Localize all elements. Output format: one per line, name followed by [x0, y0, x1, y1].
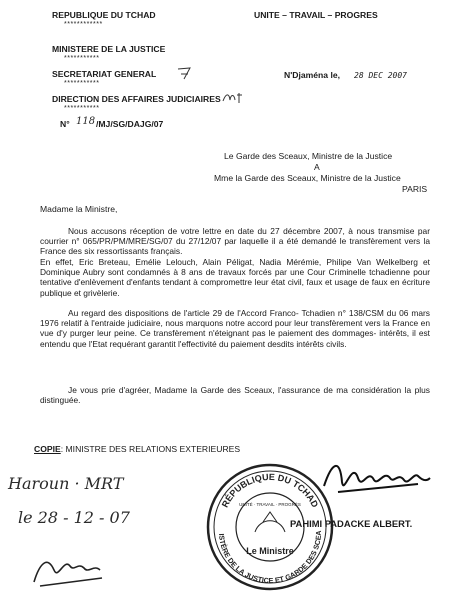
recipient-line: Mme la Garde des Sceaux, Ministre de la Justice — [214, 173, 401, 183]
paragraph-2-text: En effet, Eric Breteau, Emélie Lelouch, Alain Péligat, Nadia Mérémie, Philipe Van Welkelberg et Dominique Aubry sont condamnés à 8 ans de travaux forcés par une Cour Criminelle tchadienne pour tentative d'enlèvement d'enfants tendant à compromettre leur état civil, faux et usage de faux en écriture publique et grivèlerie. — [40, 257, 430, 298]
handwritten-note-recipient: Haroun · MRT — [8, 474, 124, 493]
svg-text:MINISTÈRE DE LA JUSTICE ET GAR: MINISTÈRE DE LA JUSTICE ET GARDE DES SCEAUX — [202, 455, 324, 586]
paragraph-3 — [40, 308, 430, 349]
ref-prefix: N° — [60, 119, 70, 129]
recipient-city: PARIS — [402, 184, 428, 194]
handwritten-note-date: le 28 - 12 - 07 — [18, 508, 130, 527]
svg-text:RÉPUBLIQUE DU TCHAD: RÉPUBLIQUE DU TCHAD — [219, 471, 321, 510]
header-stars-2: *********** — [64, 55, 100, 62]
signatory-name: PAHIMI PADACKE ALBERT. — [290, 518, 413, 529]
header-place: N'Djaména le, — [284, 70, 341, 80]
paragraph-4 — [40, 385, 430, 405]
sender-line: Le Garde des Sceaux, Ministre de la Justice — [224, 151, 393, 161]
copy-label: COPIE — [34, 444, 61, 454]
svg-text:UNITÉ · TRAVAIL · PROGRÈS: UNITÉ · TRAVAIL · PROGRÈS — [239, 502, 301, 507]
header-ministry: MINISTERE DE LA JUSTICE — [52, 44, 166, 54]
paragraph-3-text: Au regard des dispositions de l'article 29 de l'Accord Franco- Tchadien n° 138/CSM du 06 mars 1976 relatif à l'entraide judiciaire, nous marquons notre accord pour leur transfèrement vers la France en vue d'y purger leur peine. Ce transfèrement n'éteignant pas le paiement des dommages- intérêts, il est entendu que l'Etat requérant garantit l'effectivité du paiement desdits intérêts civils. — [40, 308, 430, 349]
paragraph-2 — [40, 257, 430, 298]
header-motto: UNITE – TRAVAIL – PROGRES — [254, 10, 378, 20]
paragraph-4-text: Je vous prie d'agréer, Madame la Garde des Sceaux, l'assurance de ma considération la plus distinguée. — [40, 385, 430, 406]
salutation: Madame la Ministre, — [40, 204, 118, 214]
recipient-a: A — [314, 162, 320, 172]
header-stars-1: ************ — [64, 21, 103, 28]
date-stamp: 28 DEC 2007 — [354, 71, 407, 80]
paragraph-1 — [40, 226, 430, 257]
header-direction: DIRECTION DES AFFAIRES JUDICIAIRES — [52, 94, 221, 104]
svg-text:Le Ministre: Le Ministre — [246, 546, 294, 556]
header-stars-3: *********** — [64, 80, 100, 87]
handwritten-mark-direction — [222, 91, 244, 105]
header-stars-4: *********** — [64, 105, 100, 112]
copy-text: : MINISTRE DES RELATIONS EXTERIEURES — [60, 444, 241, 454]
copy-line — [34, 444, 240, 454]
ref-number-handwritten: 118 — [76, 116, 96, 127]
header-republic: REPUBLIQUE DU TCHAD — [52, 10, 156, 20]
ref-suffix: /MJ/SG/DAJG/07 — [96, 119, 164, 129]
handwritten-initials — [30, 552, 110, 592]
paragraph-1-text: Nous accusons réception de votre lettre en date du 27 décembre 2007, à nous transmise par courrier n° 065/PR/PM/MRE/SG/07 du 27/12/07 par laquelle il a été demandé le transfèrement vers la France des six ressortissants français. — [40, 226, 430, 257]
handwritten-mark-secretariat — [176, 66, 196, 80]
header-secretariat: SECRETARIAT GENERAL — [52, 69, 157, 79]
signature — [318, 452, 434, 502]
